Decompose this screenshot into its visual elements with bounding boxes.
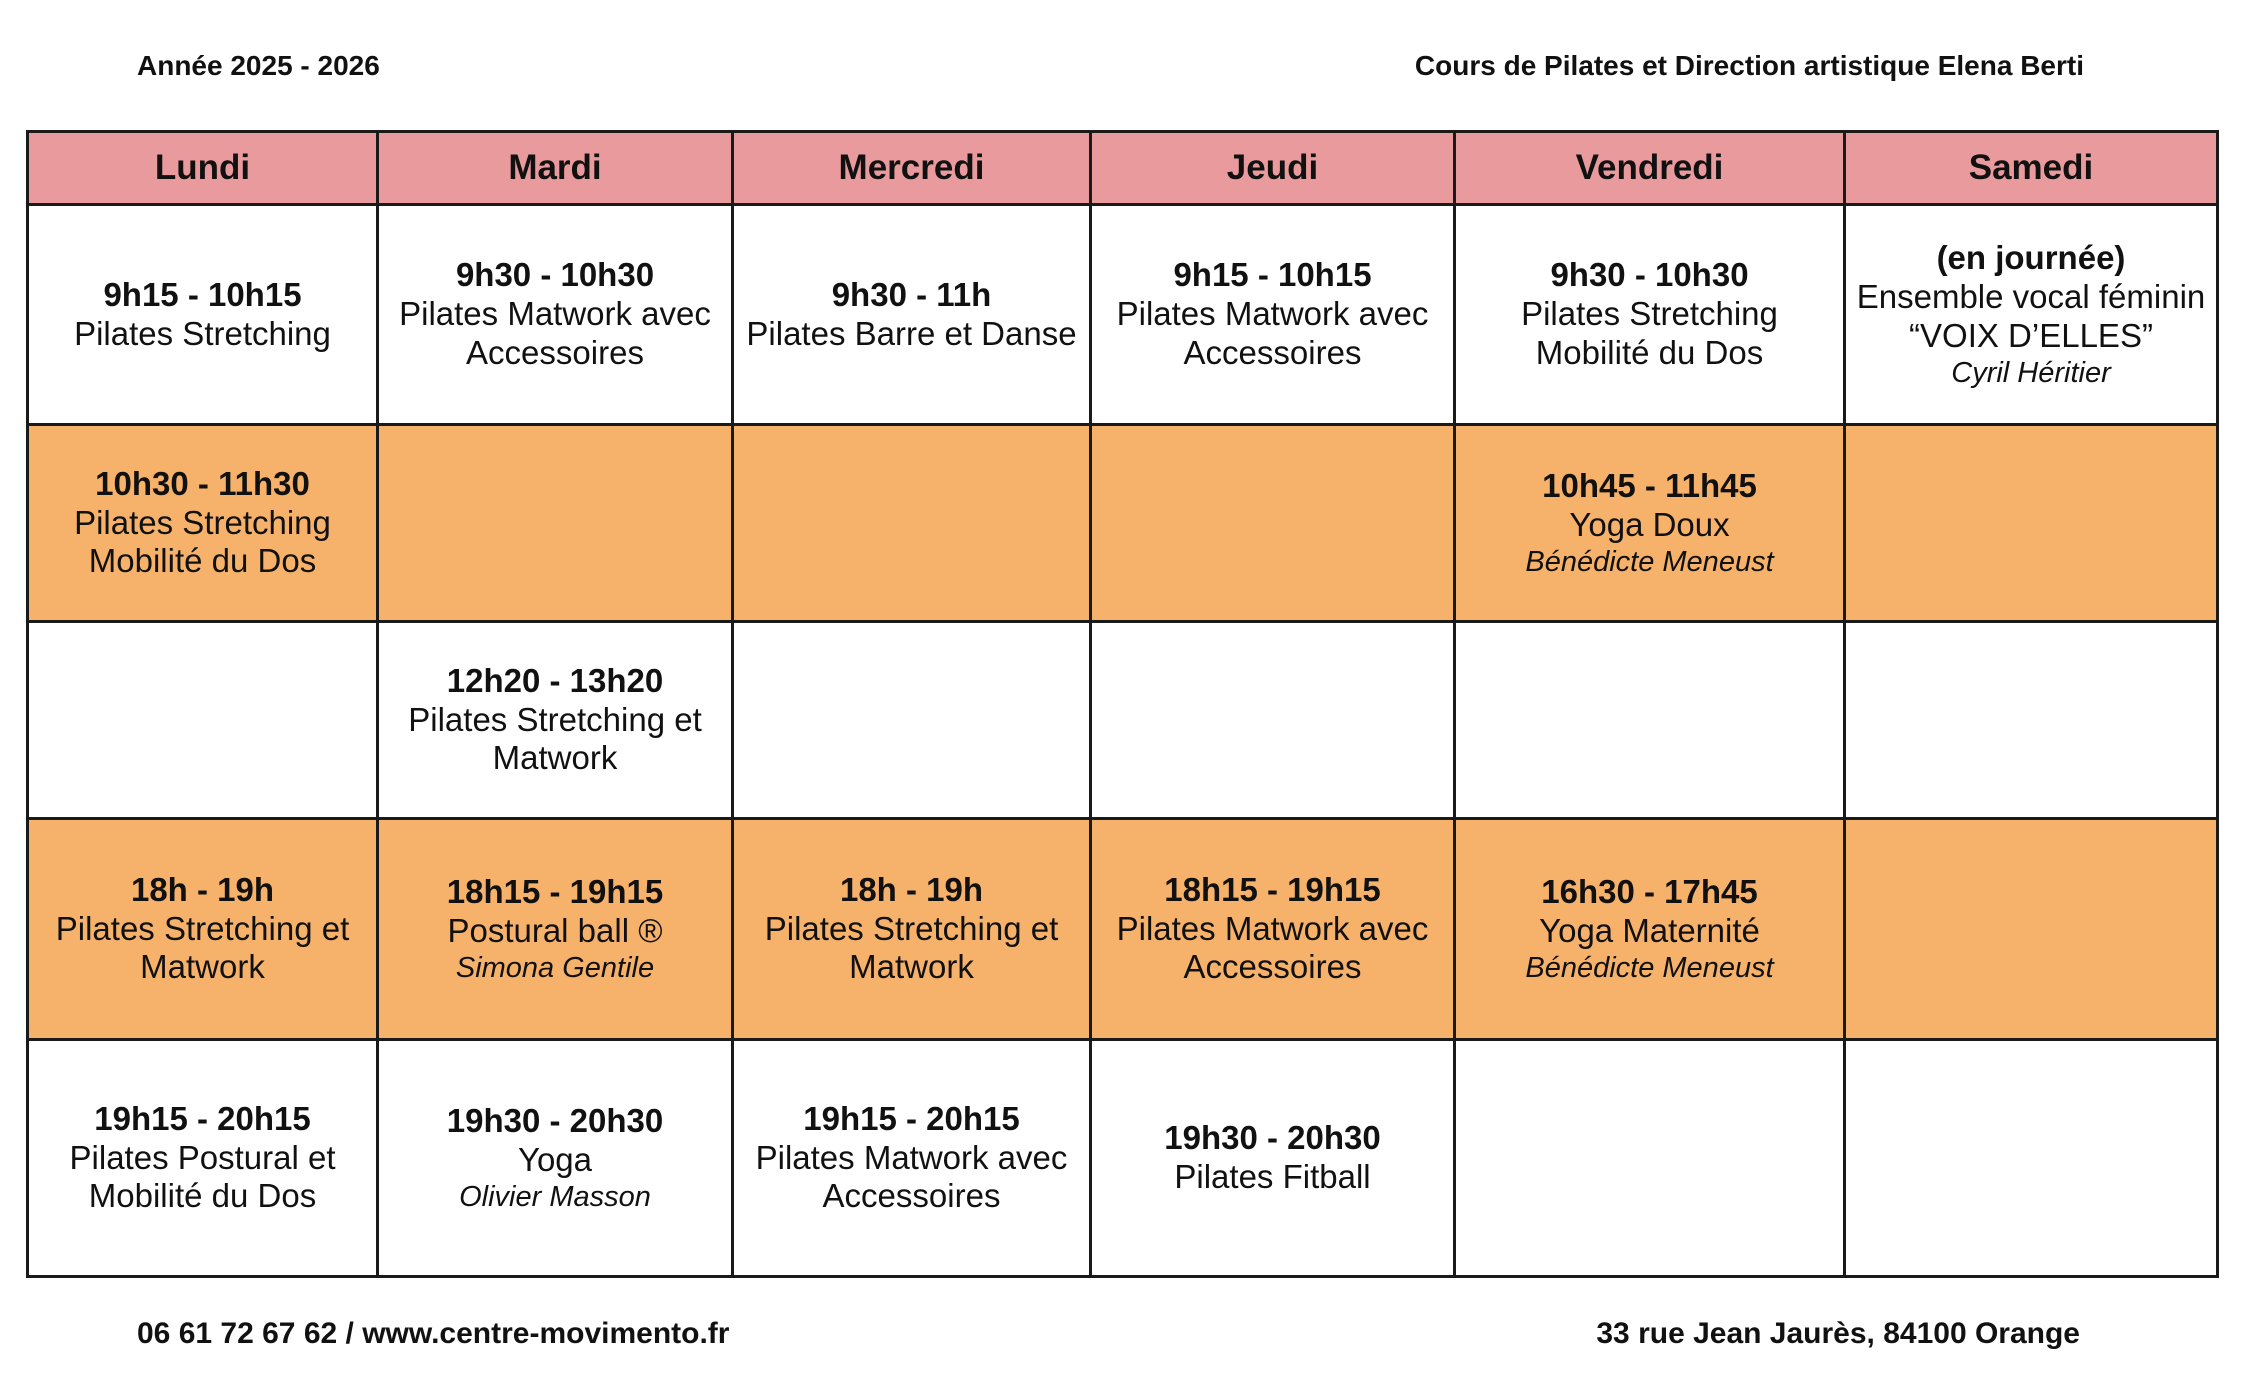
day-header-friday: Vendredi	[1455, 132, 1845, 205]
schedule-cell-monday	[28, 205, 378, 425]
day-header-saturday: Samedi	[1845, 132, 2218, 205]
class-teacher: Bénédicte Meneust	[1525, 545, 1774, 578]
class-teacher: Cyril Héritier	[1951, 356, 2111, 389]
class-name: Pilates Matwork avec Accessoires	[399, 295, 711, 371]
class-teacher: Bénédicte Meneust	[1525, 951, 1774, 984]
schedule-row	[28, 1040, 2218, 1277]
schedule-cell-monday	[28, 622, 378, 819]
day-header-monday: Lundi	[28, 132, 378, 205]
class-teacher: Olivier Masson	[459, 1180, 651, 1213]
address: 33 rue Jean Jaurès, 84100 Orange	[1596, 1317, 2080, 1350]
schedule-cell-friday	[1455, 425, 1845, 622]
schedule-cell-saturday	[1845, 622, 2218, 819]
class-time: 9h15 - 10h15	[103, 275, 302, 313]
class-time: (en journée)	[1936, 238, 2126, 276]
schedule-cell-thursday	[1091, 622, 1455, 819]
class-name: Pilates Matwork avec Accessoires	[1116, 295, 1429, 371]
schedule-cell-saturday	[1845, 425, 2218, 622]
schedule-cell-thursday	[1091, 1040, 1455, 1277]
class-name: Ensemble vocal féminin “VOIX D’ELLES”	[1856, 277, 2206, 354]
contact-info: 06 61 72 67 62 / www.centre-movimento.fr	[137, 1317, 730, 1350]
class-name: Postural ball ®	[447, 911, 663, 949]
class-time: 19h30 - 20h30	[446, 1101, 664, 1139]
class-time: 9h30 - 11h	[831, 275, 992, 313]
schedule-cell-monday	[28, 425, 378, 622]
schedule-cell-friday	[1455, 622, 1845, 819]
day-header-thursday: Jeudi	[1091, 132, 1455, 205]
class-name: Pilates Stretching	[74, 314, 331, 352]
class-time: 19h15 - 20h15	[94, 1099, 311, 1137]
school-year: Année 2025 - 2026	[137, 50, 380, 81]
class-time: 19h30 - 20h30	[1164, 1119, 1381, 1157]
day-header-row	[28, 132, 2218, 205]
day-header-tuesday: Mardi	[378, 132, 733, 205]
class-teacher: Simona Gentile	[455, 951, 655, 984]
schedule-cell-monday	[28, 1040, 378, 1277]
schedule-row	[28, 205, 2218, 425]
schedule-cell-saturday	[1845, 819, 2218, 1040]
class-name: Pilates Fitball	[1174, 1158, 1371, 1195]
class-name: Pilates Postural et Mobilité du Dos	[69, 1138, 336, 1215]
schedule-cell-thursday	[1091, 205, 1455, 425]
class-name: Pilates Matwork avec Accessoires	[1116, 909, 1429, 986]
schedule-cell-wednesday	[733, 819, 1091, 1040]
schedule-cell-tuesday	[378, 622, 733, 819]
schedule-cell-tuesday	[378, 425, 733, 622]
day-header-wednesday: Mercredi	[733, 132, 1091, 205]
schedule-cell-friday	[1455, 819, 1845, 1040]
class-time: 18h15 - 19h15	[1164, 870, 1381, 908]
class-time: 10h30 - 11h30	[95, 464, 310, 502]
schedule-row	[28, 622, 2218, 819]
schedule-cell-wednesday	[733, 205, 1091, 425]
class-name: Pilates Stretching et Matwork	[55, 909, 350, 986]
class-name: Pilates Stretching et Matwork	[764, 909, 1059, 986]
class-time: 10h45 - 11h45	[1542, 466, 1757, 504]
schedule-cell-wednesday	[733, 425, 1091, 622]
class-name: Pilates Matwork avec Accessoires	[755, 1138, 1068, 1215]
schedule-cell-thursday	[1091, 425, 1455, 622]
schedule-cell-wednesday	[733, 622, 1091, 819]
class-name: Pilates Stretching Mobilité du Dos	[1521, 295, 1778, 371]
class-time: 9h15 - 10h15	[1173, 256, 1372, 294]
class-time: 18h - 19h	[839, 870, 984, 908]
class-time: 9h30 - 10h30	[455, 256, 655, 294]
class-time: 16h30 - 17h45	[1541, 872, 1758, 910]
schedule-cell-saturday	[1845, 205, 2218, 425]
class-name: Yoga Maternité	[1539, 911, 1760, 949]
class-time: 12h20 - 13h20	[446, 661, 664, 699]
schedule-cell-wednesday	[733, 1040, 1091, 1277]
schedule-cell-tuesday	[378, 1040, 733, 1277]
schedule-cell-friday	[1455, 205, 1845, 425]
class-time: 19h15 - 20h15	[803, 1099, 1020, 1137]
schedule-cell-monday	[28, 819, 378, 1040]
schedule-cell-saturday	[1845, 1040, 2218, 1277]
class-name: Pilates Stretching Mobilité du Dos	[74, 503, 331, 580]
schedule-cell-tuesday	[378, 205, 733, 425]
class-name: Pilates Stretching et Matwork	[408, 700, 702, 777]
schedule-row	[28, 819, 2218, 1040]
schedule-cell-friday	[1455, 1040, 1845, 1277]
schedule-row	[28, 425, 2218, 622]
weekly-schedule-table	[26, 130, 2219, 1278]
class-name: Yoga Doux	[1569, 505, 1730, 543]
page-subtitle: Cours de Pilates et Direction artistique Elena Berti	[1414, 50, 2084, 81]
class-name: Pilates Barre et Danse	[746, 314, 1077, 352]
class-time: 18h15 - 19h15	[446, 872, 664, 910]
schedule-cell-thursday	[1091, 819, 1455, 1040]
class-time: 18h - 19h	[130, 870, 275, 908]
class-name: Yoga	[517, 1140, 593, 1178]
class-time: 9h30 - 10h30	[1550, 256, 1749, 294]
schedule-cell-tuesday	[378, 819, 733, 1040]
